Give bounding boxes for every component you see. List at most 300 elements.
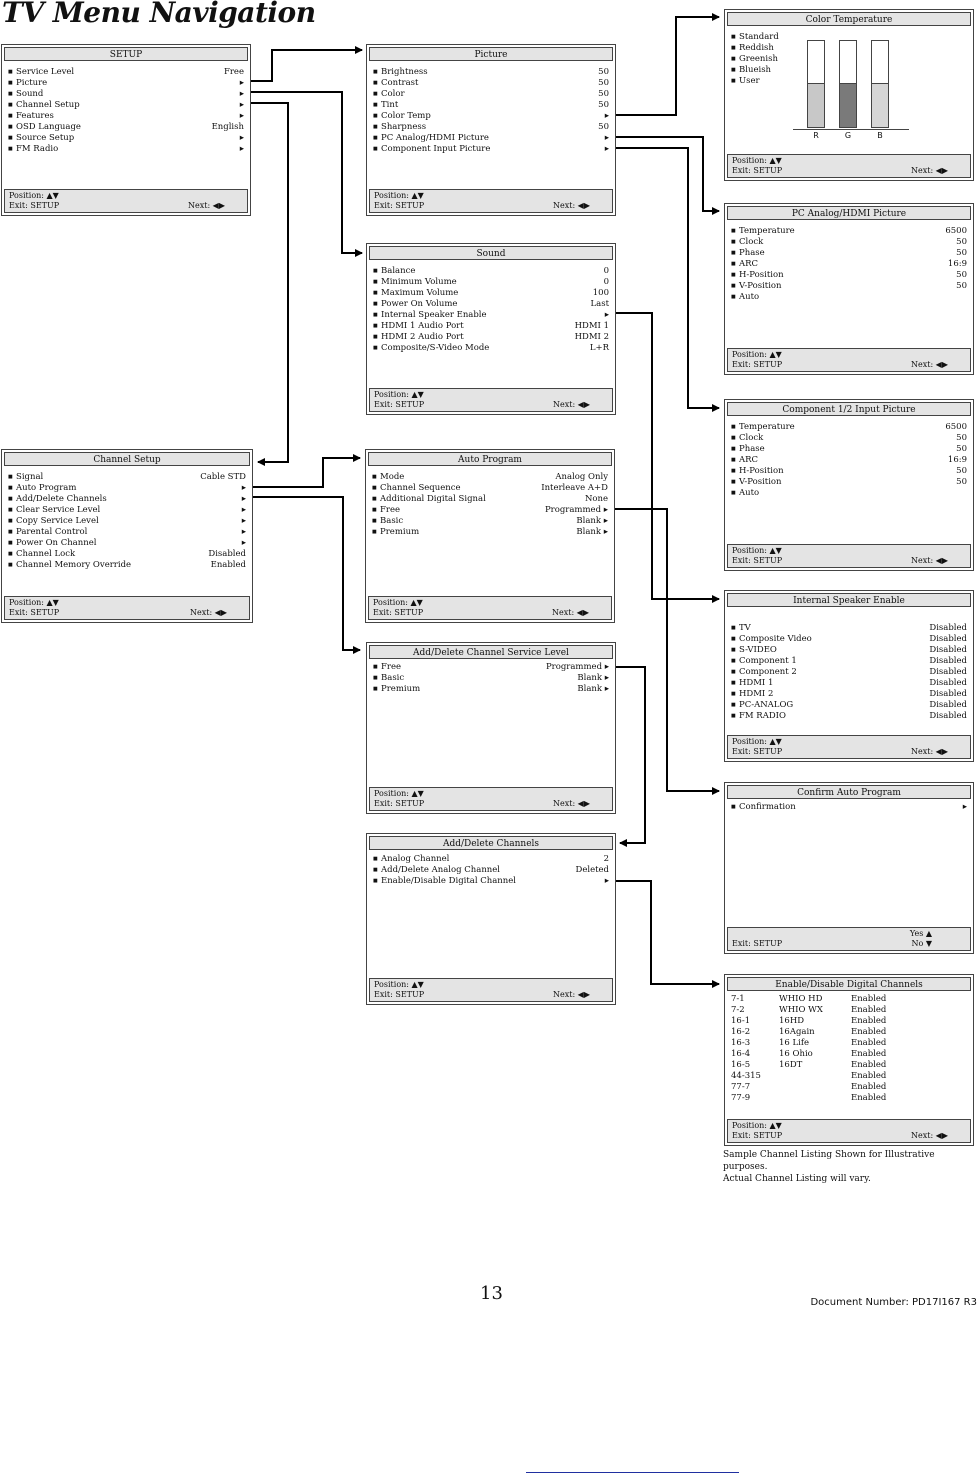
menu-item-label: Component Input Picture xyxy=(381,144,491,154)
next-hint: Next: ◀▶ xyxy=(552,799,590,808)
menu-item-value: ▸ xyxy=(241,483,246,493)
menu-item[interactable] xyxy=(731,645,967,656)
menu-item[interactable] xyxy=(372,516,608,527)
pc-analog-menu-panel xyxy=(724,203,974,375)
sound-menu-panel xyxy=(366,243,616,415)
menu-item[interactable] xyxy=(372,494,608,505)
confirm-menu-title: Confirm Auto Program xyxy=(727,785,971,799)
channel-status: Enabled xyxy=(851,1027,887,1037)
menu-item[interactable] xyxy=(8,483,246,494)
menu-item-label: Copy Service Level xyxy=(16,516,99,526)
menu-item[interactable] xyxy=(373,310,609,321)
auto-program-menu-items xyxy=(372,472,608,538)
menu-item[interactable] xyxy=(8,122,244,133)
menu-item-value: Free xyxy=(223,67,244,77)
menu-item-value: ▸ xyxy=(239,144,244,154)
menu-item[interactable] xyxy=(8,516,246,527)
menu-item-value: Analog Only xyxy=(555,472,608,482)
exit-hint: Exit: SETUP xyxy=(374,990,425,999)
add-delete-menu-title: Add/Delete Channels xyxy=(369,836,613,850)
menu-item-label: Basic xyxy=(380,516,404,526)
menu-item-label: TV xyxy=(739,623,751,633)
menu-item-value: Disabled xyxy=(929,634,967,644)
arrow-channel-setup-to-service-level xyxy=(248,497,360,650)
menu-item[interactable] xyxy=(373,111,609,122)
menu-item-label: Auto xyxy=(739,292,760,302)
menu-item-label: Minimum Volume xyxy=(381,277,457,287)
rgb-gauge xyxy=(793,40,909,142)
menu-item[interactable] xyxy=(731,455,967,466)
menu-item-label: Clear Service Level xyxy=(16,505,101,515)
next-hint: Next: ◀▶ xyxy=(552,400,590,409)
menu-item-value: Disabled xyxy=(929,711,967,721)
digital-channel-row[interactable] xyxy=(731,1038,967,1049)
exit-hint: Exit: SETUP xyxy=(732,556,783,565)
menu-item-value: ▸ xyxy=(241,505,246,515)
menu-item-value: 50 xyxy=(956,433,967,443)
menu-item[interactable] xyxy=(731,76,801,87)
exit-hint: Exit: SETUP xyxy=(732,166,783,175)
position-hint: Position: ▲▼ xyxy=(374,980,424,989)
menu-item-value: Disabled xyxy=(208,549,246,559)
digital-menu-footer xyxy=(727,1119,971,1143)
menu-item[interactable] xyxy=(8,144,244,155)
menu-item[interactable] xyxy=(373,133,609,144)
menu-item[interactable] xyxy=(373,343,609,354)
menu-item[interactable] xyxy=(8,78,244,89)
exit-hint: Exit: SETUP xyxy=(373,608,424,617)
channel-status: Enabled xyxy=(851,1038,887,1048)
gauge-label: B xyxy=(877,131,883,140)
menu-item[interactable] xyxy=(373,122,609,133)
position-hint: Position: ▲▼ xyxy=(374,191,424,200)
service-level-menu-title: Add/Delete Channel Service Level xyxy=(369,645,613,659)
next-hint: Next: ◀▶ xyxy=(910,1131,948,1140)
channel-number: 7-2 xyxy=(731,1005,745,1015)
position-hint: Position: ▲▼ xyxy=(732,156,782,165)
channel-number: 16-5 xyxy=(731,1060,751,1070)
menu-item[interactable] xyxy=(373,662,609,673)
digital-channel-row[interactable] xyxy=(731,1005,967,1016)
menu-item[interactable] xyxy=(8,133,244,144)
menu-item-label: H-Position xyxy=(739,466,784,476)
channel-status: Enabled xyxy=(851,1049,887,1059)
digital-channel-row[interactable] xyxy=(731,1049,967,1060)
menu-item-value: Disabled xyxy=(929,623,967,633)
menu-item-value: Enabled xyxy=(210,560,246,570)
menu-item[interactable] xyxy=(731,422,967,433)
menu-item-value: ▸ xyxy=(239,100,244,110)
add-delete-menu-items xyxy=(373,854,609,887)
menu-item[interactable] xyxy=(372,472,608,483)
add-delete-menu-footer xyxy=(369,978,613,1002)
menu-item-value: 2 xyxy=(603,854,609,864)
menu-item[interactable] xyxy=(372,483,608,494)
menu-item[interactable] xyxy=(731,667,967,678)
menu-item[interactable] xyxy=(731,433,967,444)
color-temp-menu-panel xyxy=(724,9,974,181)
exit-hint: Exit: SETUP xyxy=(9,608,60,617)
channel-status: Enabled xyxy=(851,1082,887,1092)
exit-hint: Exit: SETUP xyxy=(732,939,783,948)
exit-hint: Exit: SETUP xyxy=(732,747,783,756)
menu-item-value: ▸ xyxy=(604,144,609,154)
gauge-fill xyxy=(808,83,824,127)
color-temp-menu-title: Color Temperature xyxy=(727,12,971,26)
channel-setup-menu-panel xyxy=(1,449,253,623)
position-hint: Position: ▲▼ xyxy=(373,598,423,607)
menu-item-label: Source Setup xyxy=(16,133,75,143)
setup-menu-title: SETUP xyxy=(4,47,248,61)
menu-item-value: Disabled xyxy=(929,645,967,655)
menu-item-label: PC-ANALOG xyxy=(739,700,794,710)
menu-item[interactable] xyxy=(8,111,244,122)
picture-menu-footer xyxy=(369,189,613,213)
menu-item[interactable] xyxy=(8,560,246,571)
menu-item[interactable] xyxy=(731,43,801,54)
menu-item-label: Sound xyxy=(16,89,44,99)
menu-item[interactable] xyxy=(731,802,967,813)
next-hint: Next: ◀▶ xyxy=(187,201,225,210)
position-hint: Position: ▲▼ xyxy=(732,546,782,555)
picture-menu-title: Picture xyxy=(369,47,613,61)
menu-item-label: HDMI 1 Audio Port xyxy=(381,321,464,331)
menu-item-label: PC Analog/HDMI Picture xyxy=(381,133,489,143)
digital-channel-row[interactable] xyxy=(731,994,967,1005)
menu-item[interactable] xyxy=(731,634,967,645)
menu-item-label: Channel Sequence xyxy=(380,483,461,493)
menu-item[interactable] xyxy=(373,684,609,695)
channel-name: 16Again xyxy=(779,1027,815,1037)
menu-item-label: HDMI 1 xyxy=(739,678,774,688)
menu-item-label: Component 2 xyxy=(739,667,797,677)
menu-item-label: Confirmation xyxy=(739,802,796,812)
yes-option[interactable]: Yes ▲ xyxy=(909,929,932,938)
menu-item-label: OSD Language xyxy=(16,122,81,132)
menu-item-value: ▸ xyxy=(239,133,244,143)
menu-item-label: Internal Speaker Enable xyxy=(381,310,487,320)
menu-item[interactable] xyxy=(373,100,609,111)
menu-item-value: Programmed ▸ xyxy=(545,662,609,672)
menu-item-label: Additional Digital Signal xyxy=(380,494,486,504)
setup-menu-panel xyxy=(1,44,251,216)
digital-channel-row[interactable] xyxy=(731,1060,967,1071)
menu-item[interactable] xyxy=(373,78,609,89)
service-level-menu-footer xyxy=(369,787,613,811)
position-hint: Position: ▲▼ xyxy=(732,350,782,359)
menu-item-value: Deleted xyxy=(575,865,609,875)
sample-note xyxy=(723,1149,979,1185)
next-hint: Next: ◀▶ xyxy=(910,747,948,756)
menu-item[interactable] xyxy=(731,292,967,303)
digital-channel-row[interactable] xyxy=(731,1082,967,1093)
menu-item[interactable] xyxy=(373,321,609,332)
gauge-label: G xyxy=(844,131,852,140)
next-hint: Next: ◀▶ xyxy=(551,608,589,617)
arrow-add-delete-to-digital xyxy=(612,881,719,984)
menu-item-value: 50 xyxy=(598,67,609,77)
menu-item-value: None xyxy=(584,494,608,504)
menu-item-label: Clock xyxy=(739,433,764,443)
menu-item-label: Picture xyxy=(16,78,48,88)
menu-item[interactable] xyxy=(373,876,609,887)
digital-channel-row[interactable] xyxy=(731,1027,967,1038)
menu-item-value: 50 xyxy=(598,89,609,99)
menu-item-label: Clock xyxy=(739,237,764,247)
position-hint: Position: ▲▼ xyxy=(9,598,59,607)
menu-item[interactable] xyxy=(373,673,609,684)
menu-item-value: ▸ xyxy=(239,89,244,99)
menu-item[interactable] xyxy=(373,266,609,277)
sound-menu-items xyxy=(373,266,609,354)
menu-item-label: V-Position xyxy=(739,477,782,487)
menu-item-label: Enable/Disable Digital Channel xyxy=(381,876,516,886)
menu-item-value: 50 xyxy=(598,78,609,88)
menu-item[interactable] xyxy=(373,144,609,155)
document-number: Document Number: PD17I167 R3 xyxy=(810,1297,977,1308)
menu-item[interactable] xyxy=(731,237,967,248)
menu-item[interactable] xyxy=(8,494,246,505)
menu-item-label: Premium xyxy=(380,527,420,537)
channel-number: 16-2 xyxy=(731,1027,751,1037)
component-menu-items xyxy=(731,422,967,499)
menu-item-value: English xyxy=(211,122,244,132)
digital-channel-row[interactable] xyxy=(731,1093,967,1104)
menu-item-label: Mode xyxy=(380,472,405,482)
channel-number: 77-9 xyxy=(731,1093,751,1103)
picture-menu-panel xyxy=(366,44,616,216)
menu-item-value: 16:9 xyxy=(947,455,967,465)
channel-setup-menu-footer xyxy=(4,596,250,620)
menu-item-label: Temperature xyxy=(739,226,795,236)
menu-item-label: Basic xyxy=(381,673,405,683)
channel-number: 44-315 xyxy=(731,1071,761,1081)
menu-item-value: ▸ xyxy=(241,494,246,504)
channel-status: Enabled xyxy=(851,1005,887,1015)
gauge-bar-g xyxy=(839,40,857,128)
pc-analog-menu-items xyxy=(731,226,967,303)
digital-menu-panel xyxy=(724,974,974,1146)
menu-item-value: ▸ xyxy=(604,310,609,320)
menu-item-label: Channel Lock xyxy=(16,549,76,559)
menu-item-label: Auto xyxy=(739,488,760,498)
menu-item-value: 6500 xyxy=(945,226,967,236)
next-hint: Next: ◀▶ xyxy=(552,201,590,210)
menu-item[interactable] xyxy=(8,100,244,111)
arrow-setup-to-picture xyxy=(247,50,362,81)
auto-program-menu-panel xyxy=(365,449,615,623)
menu-item-label: FM RADIO xyxy=(739,711,786,721)
menu-item[interactable] xyxy=(731,678,967,689)
menu-item-label: Channel Memory Override xyxy=(16,560,132,570)
menu-item[interactable] xyxy=(372,505,608,516)
menu-item-label: Service Level xyxy=(16,67,75,77)
menu-item[interactable] xyxy=(731,226,967,237)
speaker-menu-panel xyxy=(724,590,974,762)
menu-item-value: Last xyxy=(590,299,609,309)
position-hint: Position: ▲▼ xyxy=(9,191,59,200)
menu-item-label: Brightness xyxy=(381,67,428,77)
menu-item[interactable] xyxy=(8,538,246,549)
channel-status: Enabled xyxy=(851,1093,887,1103)
menu-item-value: L+R xyxy=(589,343,609,353)
menu-item[interactable] xyxy=(731,281,967,292)
channel-number: 16-3 xyxy=(731,1038,751,1048)
menu-item[interactable] xyxy=(731,711,967,722)
menu-item-value: Disabled xyxy=(929,700,967,710)
menu-item-label: Standard xyxy=(739,32,779,42)
menu-item-value: 50 xyxy=(598,122,609,132)
menu-item-label: Channel Setup xyxy=(16,100,80,110)
no-option[interactable]: No ▼ xyxy=(911,939,932,948)
position-hint: Position: ▲▼ xyxy=(732,1121,782,1130)
menu-item-label: Reddish xyxy=(739,43,774,53)
menu-item-value: 6500 xyxy=(945,422,967,432)
gauge-fill xyxy=(840,83,856,127)
menu-item[interactable] xyxy=(373,288,609,299)
sample-note-line2: Actual Channel Listing will vary. xyxy=(723,1174,871,1184)
menu-item-label: Power On Channel xyxy=(16,538,97,548)
menu-item-label: Parental Control xyxy=(16,527,88,537)
confirm-menu-footer xyxy=(727,927,971,951)
menu-item[interactable] xyxy=(731,477,967,488)
channel-number: 16-1 xyxy=(731,1016,751,1026)
menu-item[interactable] xyxy=(731,248,967,259)
menu-item-value: 50 xyxy=(956,444,967,454)
menu-item[interactable] xyxy=(373,89,609,100)
menu-item[interactable] xyxy=(8,89,244,100)
confirm-menu-items xyxy=(731,802,967,813)
menu-item-value: Programmed ▸ xyxy=(544,505,608,515)
channel-status: Enabled xyxy=(851,1060,887,1070)
menu-item-value: 100 xyxy=(592,288,609,298)
component-menu-footer xyxy=(727,544,971,568)
arrow-auto-program-to-confirm xyxy=(608,509,719,791)
menu-item-value: 50 xyxy=(956,237,967,247)
sound-menu-footer xyxy=(369,388,613,412)
menu-item[interactable] xyxy=(731,623,967,634)
menu-item[interactable] xyxy=(731,689,967,700)
menu-item-value: 50 xyxy=(956,281,967,291)
exit-hint: Exit: SETUP xyxy=(732,360,783,369)
menu-item-value: ▸ xyxy=(241,538,246,548)
menu-item[interactable] xyxy=(731,444,967,455)
digital-channel-row[interactable] xyxy=(731,1071,967,1082)
menu-item[interactable] xyxy=(731,656,967,667)
menu-item-value: HDMI 1 xyxy=(574,321,609,331)
menu-item[interactable] xyxy=(8,67,244,78)
digital-menu-title: Enable/Disable Digital Channels xyxy=(727,977,971,991)
menu-item-label: HDMI 2 Audio Port xyxy=(381,332,464,342)
menu-item-label: Composite Video xyxy=(739,634,812,644)
menu-item-label: Maximum Volume xyxy=(381,288,459,298)
menu-item-label: Balance xyxy=(381,266,416,276)
footer-link-underline[interactable] xyxy=(526,1472,739,1473)
menu-item-value: Disabled xyxy=(929,689,967,699)
menu-item-label: Temperature xyxy=(739,422,795,432)
menu-item-value: Interleave A+D xyxy=(541,483,608,493)
menu-item-value: Cable STD xyxy=(200,472,246,482)
channel-setup-menu-items xyxy=(8,472,246,571)
menu-item-value: 0 xyxy=(603,277,609,287)
menu-item-label: User xyxy=(739,76,760,86)
menu-item-label: S-VIDEO xyxy=(739,645,777,655)
arrow-setup-to-sound xyxy=(247,92,362,253)
menu-item-label: Signal xyxy=(16,472,44,482)
menu-item[interactable] xyxy=(8,472,246,483)
menu-item-label: Analog Channel xyxy=(381,854,450,864)
menu-item[interactable] xyxy=(372,527,608,538)
menu-item[interactable] xyxy=(731,466,967,477)
menu-item[interactable] xyxy=(731,32,801,43)
channel-status: Enabled xyxy=(851,994,887,1004)
menu-item[interactable] xyxy=(731,259,967,270)
channel-name: WHIO WX xyxy=(779,1005,823,1015)
add-delete-menu-panel xyxy=(366,833,616,1005)
channel-status: Enabled xyxy=(851,1071,887,1081)
exit-hint: Exit: SETUP xyxy=(374,799,425,808)
gauge-bar-r xyxy=(807,40,825,128)
menu-item[interactable] xyxy=(8,527,246,538)
menu-item-value: ▸ xyxy=(239,78,244,88)
menu-item-label: ARC xyxy=(739,455,759,465)
menu-item[interactable] xyxy=(373,854,609,865)
menu-item-value: 50 xyxy=(956,270,967,280)
menu-item-label: Tint xyxy=(381,100,399,110)
menu-item[interactable] xyxy=(373,332,609,343)
menu-item[interactable] xyxy=(731,488,967,499)
pc-analog-menu-title: PC Analog/HDMI Picture xyxy=(727,206,971,220)
auto-program-menu-footer xyxy=(368,596,612,620)
menu-item[interactable] xyxy=(8,549,246,560)
menu-item-label: Color Temp xyxy=(381,111,431,121)
menu-item-label: Premium xyxy=(381,684,421,694)
menu-item-label: Color xyxy=(381,89,405,99)
menu-item-label: Contrast xyxy=(381,78,419,88)
menu-item[interactable] xyxy=(731,700,967,711)
menu-item-value: 50 xyxy=(956,477,967,487)
menu-item[interactable] xyxy=(731,270,967,281)
exit-hint: Exit: SETUP xyxy=(374,201,425,210)
digital-channel-list xyxy=(731,994,967,1104)
menu-item[interactable] xyxy=(373,277,609,288)
menu-item-value: 16:9 xyxy=(947,259,967,269)
menu-item[interactable] xyxy=(8,505,246,516)
gauge-baseline xyxy=(793,129,909,130)
arrow-service-level-to-add-delete xyxy=(612,667,645,843)
menu-item[interactable] xyxy=(731,54,801,65)
digital-channel-row[interactable] xyxy=(731,1016,967,1027)
confirm-menu-panel xyxy=(724,782,974,954)
menu-item[interactable] xyxy=(373,299,609,310)
next-hint: Next: ◀▶ xyxy=(189,608,227,617)
menu-item-value: ▸ xyxy=(239,111,244,121)
menu-item-label: Phase xyxy=(739,248,765,258)
menu-item[interactable] xyxy=(373,865,609,876)
menu-item[interactable] xyxy=(731,65,801,76)
page-title: TV Menu Navigation xyxy=(2,0,316,29)
menu-item-label: Add/Delete Channels xyxy=(16,494,107,504)
next-hint: Next: ◀▶ xyxy=(910,360,948,369)
menu-item[interactable] xyxy=(373,67,609,78)
position-hint: Position: ▲▼ xyxy=(374,789,424,798)
next-hint: Next: ◀▶ xyxy=(910,166,948,175)
menu-item-value: Blank ▸ xyxy=(576,516,608,526)
menu-item-label: Features xyxy=(16,111,54,121)
channel-name: WHIO HD xyxy=(779,994,823,1004)
arrow-sound-to-speaker xyxy=(609,313,719,599)
menu-item-label: Component 1 xyxy=(739,656,797,666)
